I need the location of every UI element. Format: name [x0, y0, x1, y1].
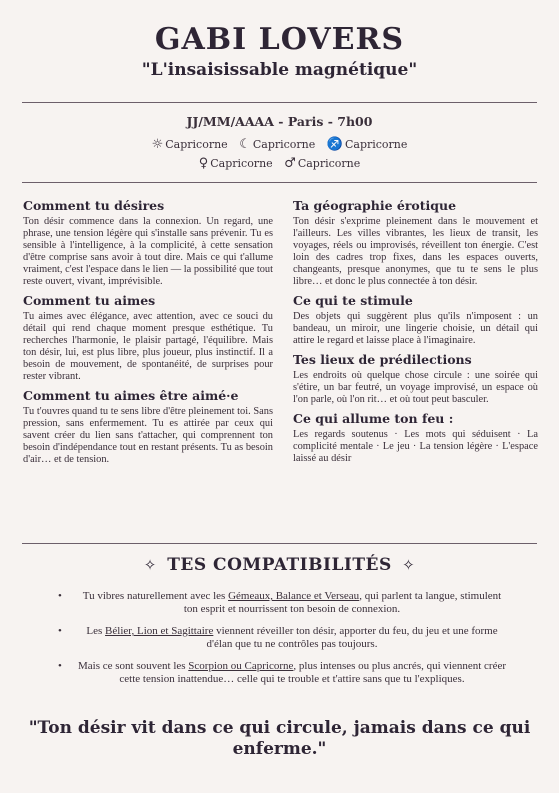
- compat-signs: Gémeaux, Balance et Verseau: [228, 590, 360, 602]
- sign-label: Capricorne: [344, 138, 408, 151]
- page-subtitle: "L'insaisissable magnétique": [141, 60, 418, 80]
- bullet-icon: •: [58, 590, 62, 602]
- section-heading: Tes lieux de prédilections: [293, 352, 472, 367]
- bullet-icon: •: [58, 660, 62, 672]
- section-text: Ton désir s'exprime pleinement dans le mouvement et l'ailleurs. Les villes vibrantes, les lieux de transit, les voyages, réels ou improvisés, réveillent ton énergie. C'est loin des cadres trop fixes, dans les espaces ouverts, changeants, presque anonymes, que tu te sens le plus libre… et donc le plus connectée à ton désir.: [293, 216, 538, 287]
- sign-label: Capricorne: [165, 138, 228, 151]
- section-text: Tu t'ouvres quand tu te sens libre d'être pleinement toi. Sans pression, sans enfermement. Tu es attirée par ceux qui savent créer du lien sans t'attacher, qui comprennent ton besoin d'indépendance tout en restant présents. Tu as besoin d'air… et de tension.: [23, 406, 273, 465]
- compat-text: Les: [86, 625, 106, 637]
- sign-sun: [152, 137, 228, 152]
- sun-icon: ☼: [151, 137, 164, 152]
- page-title: GABI LOVERS: [154, 22, 405, 57]
- compat-title-text: TES COMPATIBILITÉS: [167, 555, 392, 575]
- left-column: [23, 198, 273, 471]
- compat-divider: [22, 543, 537, 544]
- signs-row-2: [0, 156, 559, 171]
- list-item: [58, 660, 506, 685]
- section-heading: Ta géographie érotique: [293, 198, 457, 213]
- section-text: Ton désir commence dans la connexion. Un regard, une phrase, une tension légère qui s'installe sans prévenir. Tu es sensible à l'intelligence, à la complicité, à cette sensation d'être comprise sans avoir à tout dire. Mais ce qui t'allume vraiment, c'est l'espace dans le lien — la possibilité que tout reste ouvert, vivant, imprévisible.: [23, 216, 273, 287]
- compat-signs: Bélier, Lion et Sagittaire: [105, 625, 214, 637]
- section-heading: Ce qui te stimule: [293, 293, 413, 308]
- section-stimulates: [293, 293, 538, 347]
- section-geography: [293, 198, 538, 288]
- compat-list: [58, 590, 506, 695]
- sign-label: Capricorne: [210, 157, 273, 170]
- section-love: [23, 293, 273, 383]
- section-text: Des objets qui suggèrent plus qu'ils n'imposent : un bandeau, un miroir, une lingerie choisie, un détail qui attire le regard et laisse place à l'imaginaire.: [293, 311, 538, 346]
- birth-info: JJ/MM/AAAA - Paris - 7h00: [186, 114, 373, 129]
- header-divider: [22, 102, 537, 103]
- section-heading: Comment tu aimes être aimé·e: [23, 388, 239, 403]
- sign-venus: [199, 156, 273, 171]
- closing-quote: "Ton désir vit dans ce qui circule, jamais dans ce qui enferme.": [28, 718, 531, 759]
- sign-label: Capricorne: [297, 157, 361, 170]
- section-places: [293, 352, 538, 406]
- sign-ascendant: [327, 137, 408, 152]
- section-fire: [293, 411, 538, 465]
- section-heading: Ce qui allume ton feu :: [293, 411, 454, 426]
- compat-text: viennent réveiller ton désir, apporter du feu, du jeu et une forme d'élan que tu ne contrôles pas toujours.: [206, 625, 498, 650]
- bullet-icon: •: [58, 625, 62, 637]
- compat-title: [0, 555, 559, 575]
- section-text: Les regards soutenus · Les mots qui séduisent · La complicité mentale · Le jeu · La tension légère · L'espace laissé au désir: [293, 429, 538, 464]
- section-heading: Comment tu aimes: [23, 293, 156, 308]
- compat-text: , plus intenses ou plus ancrés, qui viennent créer cette tension inattendue… celle qui te trouble et t'attire sans que tu l'expliques.: [119, 660, 506, 685]
- section-desire: [23, 198, 273, 288]
- section-text: Tu aimes avec élégance, avec attention, avec ce souci du détail qui rend chaque moment presque esthétique. Tu recherches l'harmonie, le plaisir partagé, l'équilibre. Mais ton désir, lui, est plus libre, plus joueur, plus instinctif. Il a besoin de mouvement, de spontanéité, de surprises pour rester vibrant.: [23, 311, 273, 382]
- list-item: [58, 625, 506, 650]
- signs-row-1: [0, 137, 559, 152]
- ascendant-icon: ♐: [326, 137, 343, 152]
- mars-icon: ♂: [284, 156, 296, 171]
- compat-text: , qui parlent ta langue, stimulent ton esprit et nourrissent ton besoin de connexion.: [183, 590, 502, 615]
- sparkle-icon: ✧: [402, 556, 416, 574]
- section-text: Les endroits où quelque chose circule : une soirée qui s'étire, un bar feutré, un voyage improvisé, un espace où l'on parle, où l'on rit… et où tout peut basculer.: [293, 370, 538, 405]
- list-item: [58, 590, 506, 615]
- sign-label: Capricorne: [252, 138, 316, 151]
- sign-mars: [284, 156, 360, 171]
- compat-signs: Scorpion ou Capricorne: [188, 660, 294, 672]
- compat-text: Tu vibres naturellement avec les: [82, 590, 229, 602]
- venus-icon: ♀: [198, 156, 209, 171]
- section-heading: Comment tu désires: [23, 198, 165, 213]
- right-column: [293, 198, 538, 470]
- compat-text: Mais ce sont souvent les: [78, 660, 189, 672]
- signs-divider: [22, 182, 537, 183]
- section-be-loved: [23, 388, 273, 466]
- sign-moon: [239, 137, 315, 152]
- sparkle-icon: ✧: [143, 556, 157, 574]
- moon-icon: ☾: [239, 137, 251, 152]
